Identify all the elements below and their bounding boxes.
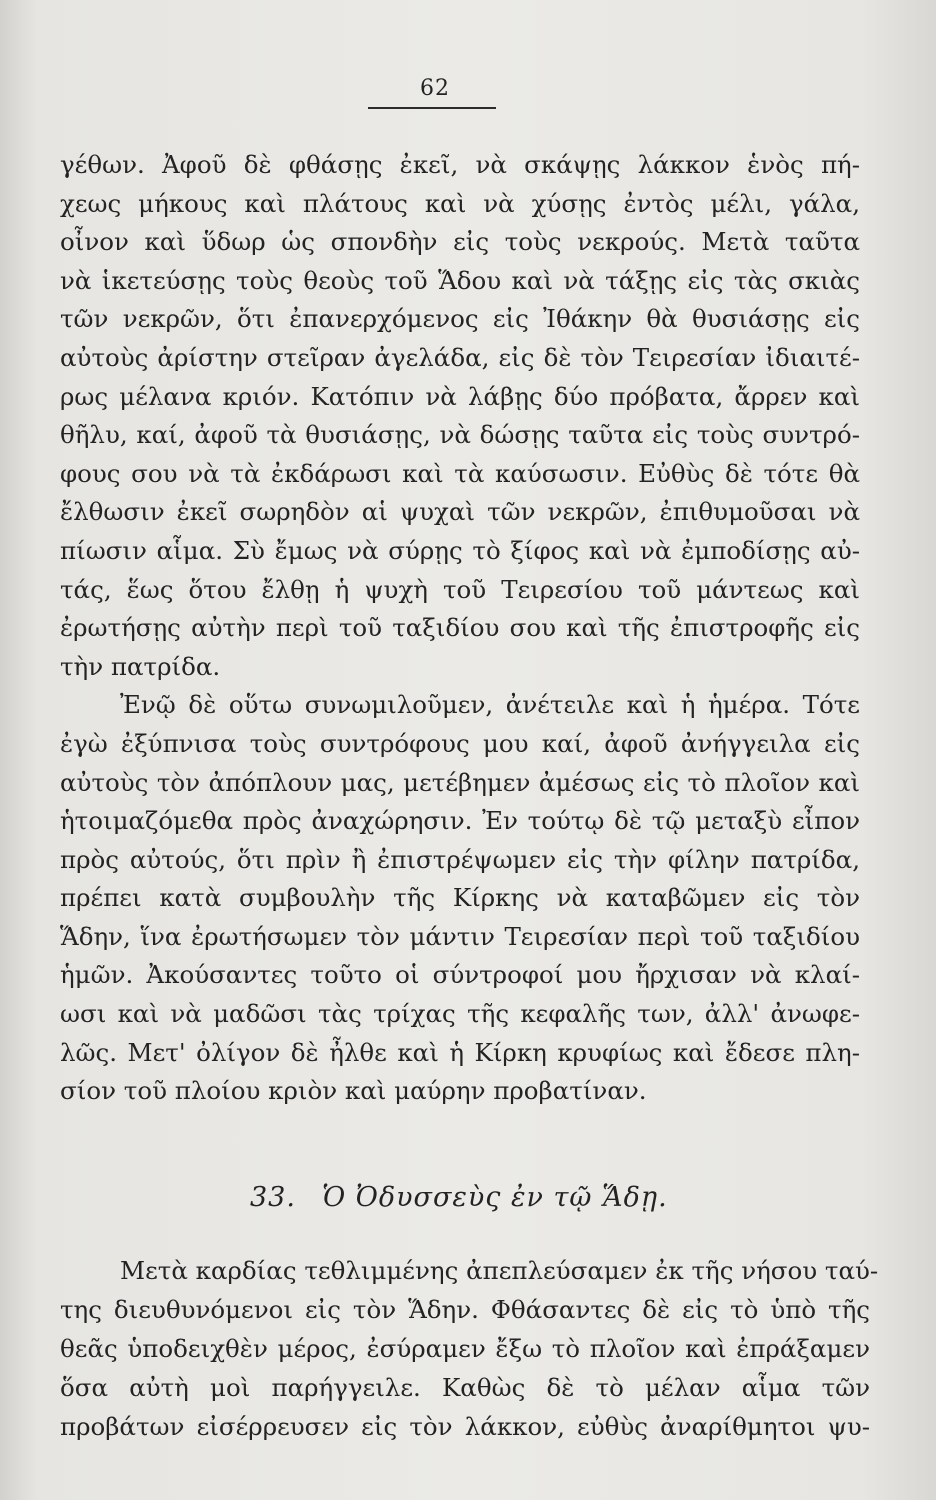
text-line: Μετὰ καρδίας τεθλιμμένης ἀπεπλεύσαμεν ἐκ τῆς νήσου ταύ-	[120, 1256, 879, 1285]
text-line: πίωσιν αἷμα. Σὺ ἔμως νὰ σύρῃς τὸ ξίφος καὶ νὰ ἐμποδίσῃς αὐ-	[60, 535, 860, 565]
text-line: αὐτοὺς ἀρίστην στεῖραν ἀγελάδα, εἰς δὲ τὸν Τειρεσίαν ἰδιαιτέ-	[60, 342, 860, 372]
chapter-number: 33.	[250, 1182, 296, 1213]
text-line: οἶνον καὶ ὕδωρ ὡς σπονδὴν εἰς τοὺς νεκρούς. Μετὰ ταῦτα	[60, 227, 860, 257]
text-line: ἡτοιμαζόμεθα πρὸς ἀναχώρησιν. Ἐν τούτῳ δὲ τῷ μεταξὺ εἶπον	[60, 806, 860, 836]
text-line: Ἐνῷ δὲ οὕτω συνωμιλοῦμεν, ἀνέτειλε καὶ ἡ ἡμέρα. Τότε	[120, 690, 860, 720]
text-line: νὰ ἱκετεύσῃς τοὺς θεοὺς τοῦ Ἅδου καὶ νὰ τάξῃς εἰς τὰς σκιὰς	[60, 265, 860, 295]
text-line: της διευθυνόμενοι εἰς τὸν Ἅδην. Φθάσαντες δὲ εἰς τὸ ὑπὸ τῆς	[60, 1295, 870, 1324]
text-line: τῶν νεκρῶν, ὅτι ἐπανερχόμενος εἰς Ἰθάκην θὰ θυσιάσῃς εἰς	[60, 304, 860, 334]
chapter-text	[60, 1251, 879, 1446]
text-line: θῆλυ, καί, ἀφοῦ τὰ θυσιάσῃς, νὰ δώσῃς ταῦτα εἰς τοὺς συντρό-	[60, 420, 860, 450]
text-line: θεᾶς ὑποδειχθὲν μέρος, ἐσύραμεν ἔξω τὸ πλοῖον καὶ ἐπράξαμεν	[60, 1334, 870, 1363]
chapter-heading	[250, 1182, 694, 1213]
text-line: Ἅδην, ἵνα ἐρωτήσωμεν τὸν μάντιν Τειρεσίαν περὶ τοῦ ταξιδίου	[60, 921, 860, 951]
text-line: σίον τοῦ πλοίου κριὸν καὶ μαύρην προβατίναν.	[60, 1076, 647, 1106]
paragraph-1	[60, 146, 860, 686]
text-line: ἐγὼ ἐξύπνισα τοὺς συντρόφους μου καί, ἀφοῦ ἀνήγγειλα εἰς	[60, 728, 860, 758]
text-line: πρὸς αὐτούς, ὅτι πρὶν ἢ ἐπιστρέψωμεν εἰς τὴν φίλην πατρίδα,	[60, 844, 860, 874]
text-line: φους σου νὰ τὰ ἐκδάρωσι καὶ τὰ καύσωσιν. Εὐθὺς δὲ τότε θὰ	[60, 458, 860, 488]
paragraph-3	[60, 1251, 879, 1446]
text-line: ἔλθωσιν ἐκεῖ σωρηδὸν αἱ ψυχαὶ τῶν νεκρῶν, ἐπιθυμοῦσαι νὰ	[60, 497, 860, 527]
text-line: προβάτων εἰσέρρευσεν εἰς τὸν λάκκον, εὐθὺς ἀναρίθμητοι ψυ-	[60, 1412, 870, 1441]
page-number-rule	[368, 107, 496, 109]
text-line: ρως μέλανα κριόν. Κατόπιν νὰ λάβῃς δύο πρόβατα, ἄρρεν καὶ	[60, 381, 860, 411]
text-line: ὅσα αὐτὴ μοὶ παρήγγειλε. Καθὼς δὲ τὸ μέλαν αἷμα τῶν	[60, 1373, 870, 1402]
text-line: ωσι καὶ νὰ μαδῶσι τὰς τρίχας τῆς κεφαλῆς των, ἀλλ' ἀνωφε-	[60, 999, 860, 1029]
text-line: τάς, ἕως ὅτου ἔλθῃ ἡ ψυχὴ τοῦ Τειρεσίου τοῦ μάντεως καὶ	[60, 574, 860, 604]
text-line: τὴν πατρίδα.	[60, 651, 221, 681]
text-line: ἡμῶν. Ἀκούσαντες τοῦτο οἱ σύντροφοί μου ἤρχισαν νὰ κλαί-	[60, 960, 860, 990]
text-line: αὐτοὺς τὸν ἀπόπλουν μας, μετέβημεν ἀμέσως εἰς τὸ πλοῖον καὶ	[60, 767, 860, 797]
chapter-title: Ὁ Ὀδυσσεὺς ἐν τῷ Ἅδῃ.	[321, 1182, 668, 1213]
text-line: ἐρωτήσῃς αὐτὴν περὶ τοῦ ταξιδίου σου καὶ τῆς ἐπιστροφῆς εἰς	[60, 613, 860, 643]
page-number: 62	[420, 76, 450, 101]
text-line: γέθων. Ἀφοῦ δὲ φθάσῃς ἐκεῖ, νὰ σκάψῃς λάκκον ἑνὸς πή-	[60, 150, 860, 179]
paragraph-2	[60, 686, 860, 1111]
text-line: πρέπει κατὰ συμβουλὴν τῆς Κίρκης νὰ καταβῶμεν εἰς τὸν	[60, 883, 860, 913]
text-line: λῶς. Μετ' ὀλίγον δὲ ἦλθε καὶ ἡ Κίρκη κρυφίως καὶ ἔδεσε πλη-	[60, 1037, 860, 1067]
text-line: χεως μήκους καὶ πλάτους καὶ νὰ χύσῃς ἐντὸς μέλι, γάλα,	[60, 188, 860, 218]
main-text	[60, 146, 860, 1111]
